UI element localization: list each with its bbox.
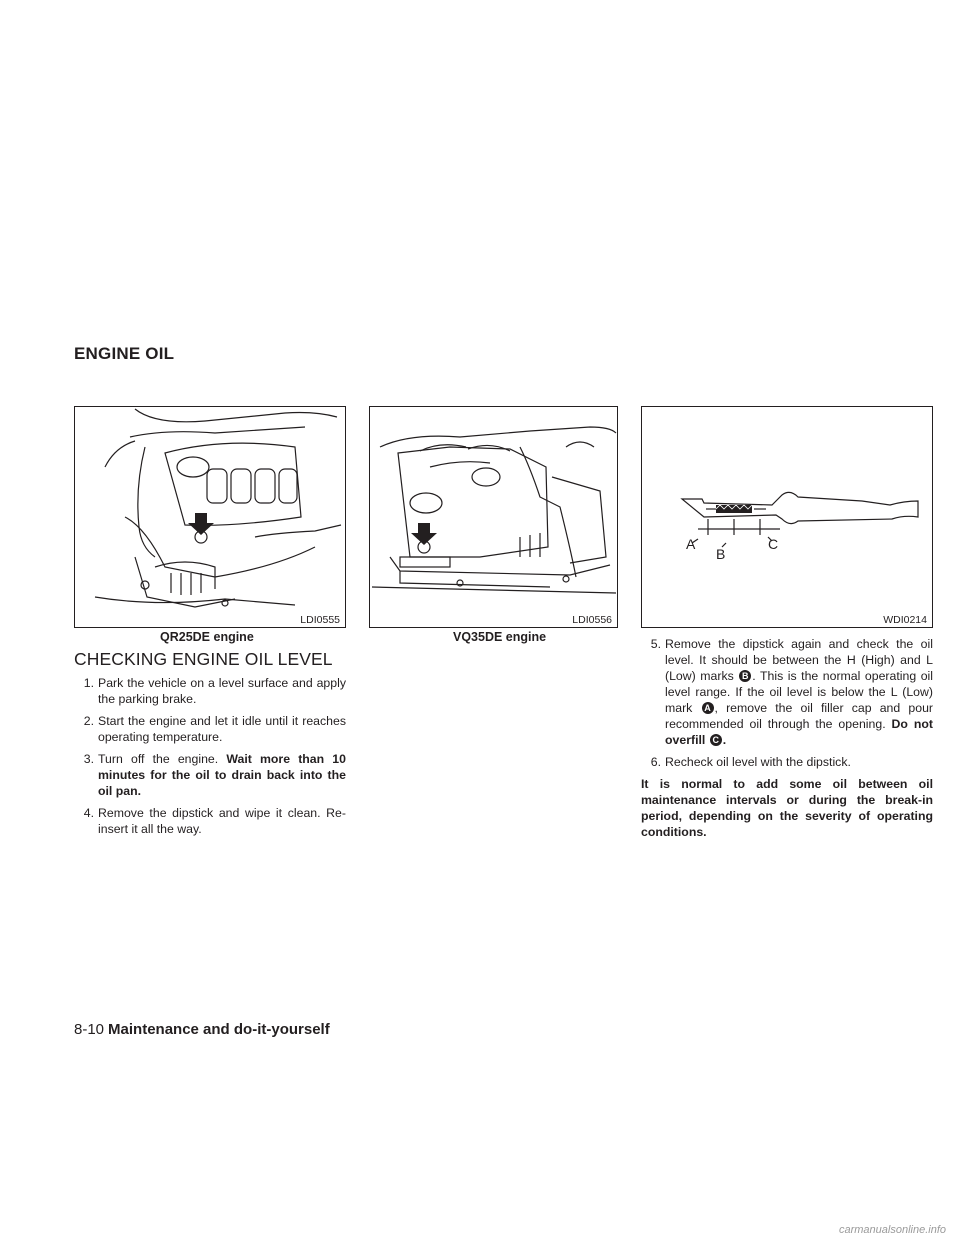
figure-code: WDI0214 xyxy=(883,614,927,626)
step-text: Remove the dipstick and wipe it clean. Re-insert it all the way. xyxy=(98,806,346,836)
step-number: 4. xyxy=(83,806,94,820)
step-number: 2. xyxy=(83,714,94,728)
figure-vq35de-engine xyxy=(369,406,618,628)
watermark: carmanualsonline.info xyxy=(838,1224,946,1236)
vq35de-engine-illustration xyxy=(370,407,619,629)
subsection-heading: CHECKING ENGINE OIL LEVEL xyxy=(74,649,333,669)
page-footer xyxy=(74,1021,330,1038)
figure-dipstick xyxy=(641,406,933,628)
step-1 xyxy=(74,675,346,707)
qr25de-engine-illustration xyxy=(75,407,347,629)
page-number: 8-10 xyxy=(74,1021,105,1038)
step-5 xyxy=(641,636,933,748)
figure-code: LDI0556 xyxy=(572,614,612,626)
step-number: 1. xyxy=(83,676,94,690)
step-2 xyxy=(74,713,346,745)
dipstick-illustration xyxy=(642,407,934,629)
step-warning: Do not overfill xyxy=(665,717,933,747)
label-c: C xyxy=(768,536,779,552)
step-text: , remove the oil filler cap and pour recommended oil through the opening. xyxy=(665,701,933,731)
step-text: Park the vehicle on a level surface and apply the parking brake. xyxy=(98,676,346,706)
step-number: 3. xyxy=(83,752,94,766)
step-number: 5. xyxy=(650,637,661,651)
step-text: Turn off the engine. xyxy=(98,752,219,766)
step-end: . xyxy=(722,733,727,747)
step-6 xyxy=(641,754,933,770)
chapter-title: Maintenance and do-it-yourself xyxy=(108,1021,330,1038)
steps-column-3 xyxy=(641,636,933,840)
step-number: 6. xyxy=(650,755,661,769)
circled-a-marker: A xyxy=(702,702,714,714)
maintenance-note: It is normal to add some oil between oil maintenance intervals or during the break-in period, depending on the severity of operating conditions. xyxy=(641,777,933,839)
figure-code: LDI0555 xyxy=(300,614,340,626)
figure-qr25de-engine xyxy=(74,406,346,628)
label-a: A xyxy=(686,536,696,552)
figure-caption: VQ35DE engine xyxy=(453,630,547,644)
step-text: Recheck oil level with the dipstick. xyxy=(665,755,851,769)
step-text: Remove the dipstick again and check the oil level. It should be between the H (High) and L (Low) marks xyxy=(665,637,933,683)
step-warning: Wait more than 10 minutes for the oil to drain back into the oil pan. xyxy=(98,752,346,798)
step-3 xyxy=(74,751,346,799)
steps-column-1 xyxy=(74,675,346,843)
step-4 xyxy=(74,805,346,837)
label-b: B xyxy=(716,546,726,562)
step-text: Start the engine and let it idle until it reaches operating temperature. xyxy=(98,714,346,744)
section-title: ENGINE OIL xyxy=(74,344,175,363)
circled-c-marker: C xyxy=(710,734,722,746)
step-text: . This is the normal operating oil level range. If the oil level is below the L (Low) mark xyxy=(665,669,933,715)
figure-caption: QR25DE engine xyxy=(160,630,254,644)
circled-b-marker: B xyxy=(739,670,751,682)
